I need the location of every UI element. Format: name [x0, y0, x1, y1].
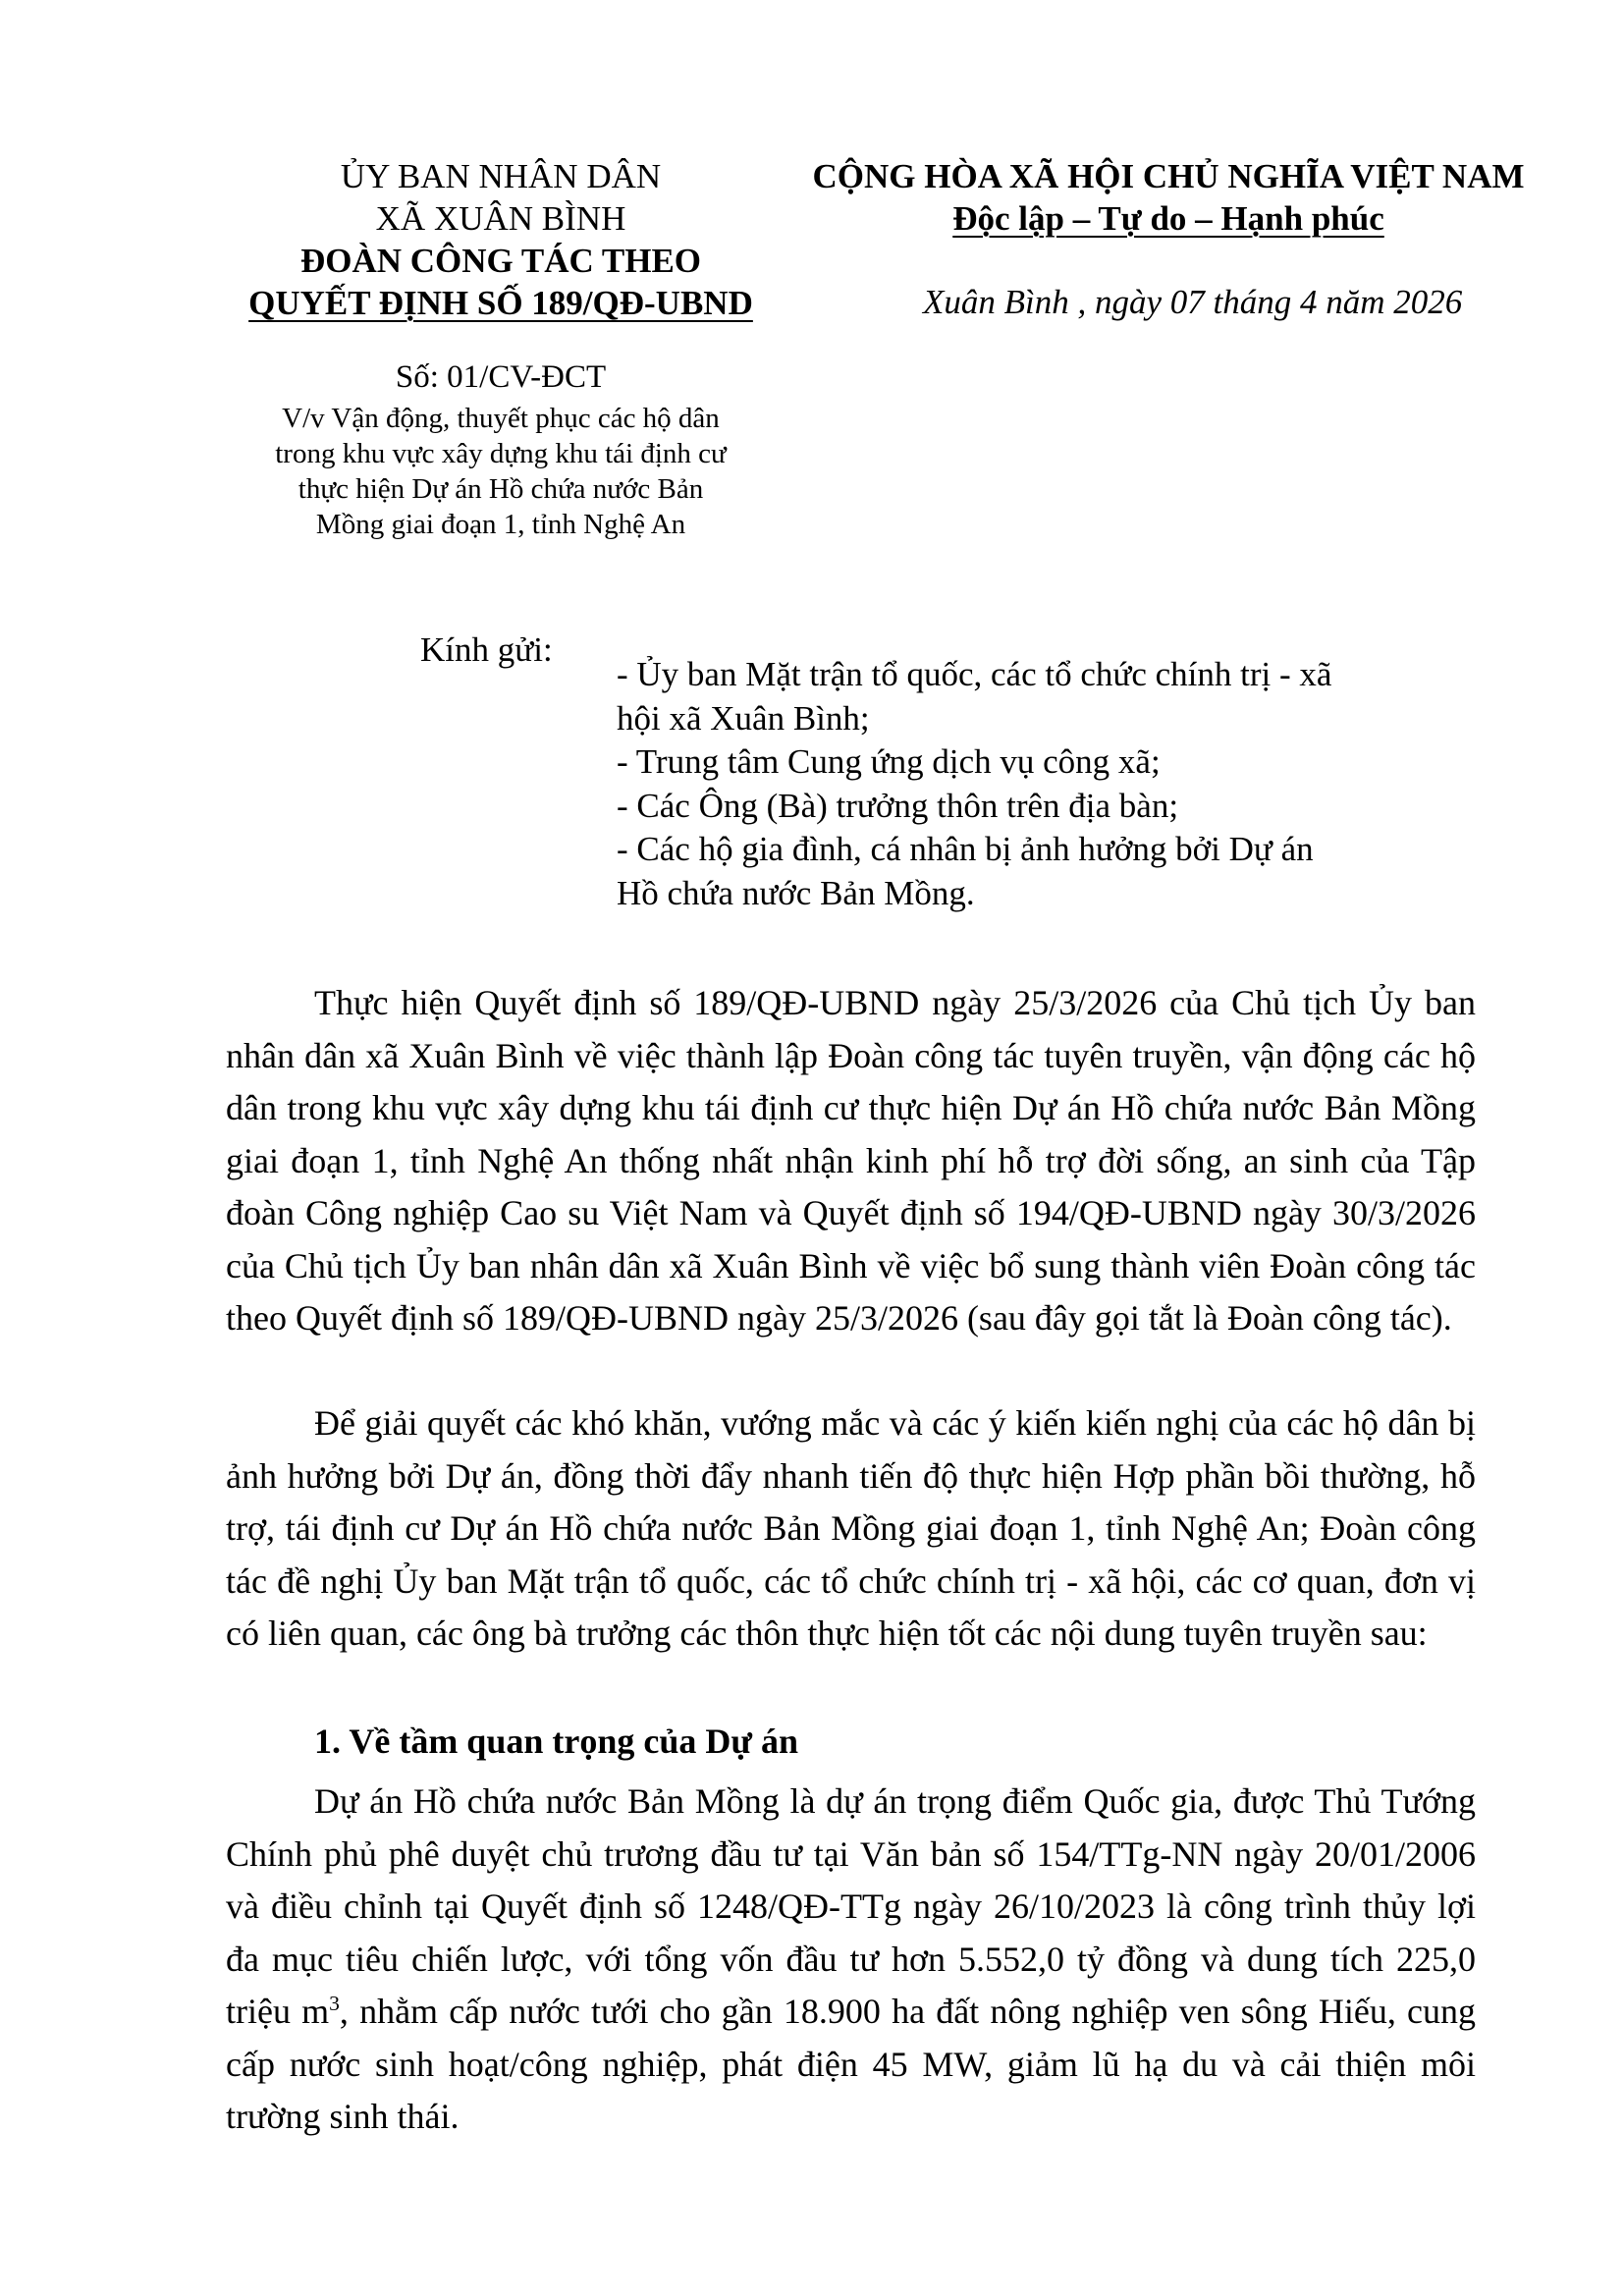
nation-title: CỘNG HÒA XÃ HỘI CHỦ NGHĨA VIỆT NAM [812, 157, 1525, 195]
subject-block [206, 401, 795, 542]
national-motto-text: Độc lập – Tự do – Hạnh phúc [952, 199, 1384, 238]
national-motto [766, 197, 1571, 240]
cubic-superscript: 3 [329, 1992, 340, 2015]
recipient-item: - Trung tâm Cung ứng dịch vụ công xã; [617, 742, 1161, 781]
recipients-list [617, 653, 1500, 915]
place-and-date: Xuân Bình , ngày 07 tháng 4 năm 2026 [923, 283, 1463, 321]
document-number: Số: 01/CV-ĐCT [395, 359, 607, 395]
national-header-block [766, 155, 1571, 240]
section-heading-1: 1. Về tầm quan trọng của Dự án [314, 1722, 798, 1761]
issuing-agency-block [206, 155, 795, 324]
recipient-item: - Các Ông (Bà) trưởng thôn trên địa bàn; [617, 786, 1179, 825]
subject-line: trong khu vực xây dựng khu tái định cư [275, 438, 727, 469]
agency-name-line2: XÃ XUÂN BÌNH [375, 199, 626, 238]
body-paragraph-2: Để giải quyết các khó khăn, vướng mắc và các ý kiến kiến nghị của các hộ dân bị ảnh hưởng bởi Dự án, đồng thời đẩy nhanh tiến độ thực hiện Hợp phần bồi thường, hỗ trợ, tái định cư Dự án Hồ chứa nước Bản Mồng giai đoạn 1, tỉnh Nghệ An; Đoàn công tác đề nghị Ủy ban Mặt trận tổ quốc, các tổ chức chính trị - xã hội, các cơ quan, đơn vị có liên quan, các ông bà trưởng các thôn thực hiện tốt các nội dung tuyên truyền sau: [226, 1403, 1476, 1653]
body-paragraph-3 [226, 1776, 1476, 2144]
paragraph-3-text-b: , nhằm cấp nước tưới cho gần 18.900 ha đất nông nghiệp ven sông Hiếu, cung cấp nước sinh hoạt/công nghiệp, phát điện 45 MW, giảm lũ hạ du và cải thiện môi trường sinh thái. [226, 1992, 1476, 2136]
subject-line: thực hiện Dự án Hồ chứa nước Bản [298, 473, 704, 505]
team-name-line1: ĐOÀN CÔNG TÁC THEO [299, 242, 702, 280]
recipient-item: hội xã Xuân Bình; [617, 698, 870, 738]
recipients-label: Kính gửi: [420, 630, 553, 669]
subject-line: V/v Vận động, thuyết phục các hộ dân [282, 403, 720, 434]
recipient-item: - Ủy ban Mặt trận tổ quốc, các tổ chức chính trị - xã [617, 655, 1332, 693]
recipient-item: - Các hộ gia đình, cá nhân bị ảnh hưởng bởi Dự án [617, 830, 1314, 868]
body-paragraph-1: Thực hiện Quyết định số 189/QĐ-UBND ngày 25/3/2026 của Chủ tịch Ủy ban nhân dân xã Xuân Bình về việc thành lập Đoàn công tác tuyên truyền, vận động các hộ dân trong khu vực xây dựng khu tái định cư thực hiện Dự án Hồ chứa nước Bản Mồng giai đoạn 1, tỉnh Nghệ An thống nhất nhận kinh phí hỗ trợ đời sống, an sinh của Tập đoàn Công nghiệp Cao su Việt Nam và Quyết định số 194/QĐ-UBND ngày 30/3/2026 của Chủ tịch Ủy ban nhân dân xã Xuân Bình về việc bổ sung thành viên Đoàn công tác theo Quyết định số 189/QĐ-UBND ngày 25/3/2026 (sau đây gọi tắt là Đoàn công tác). [226, 983, 1476, 1338]
agency-name-line1: ỦY BAN NHÂN DÂN [340, 157, 662, 195]
team-name-line2: QUYẾT ĐỊNH SỐ 189/QĐ-UBND [248, 284, 753, 322]
subject-line: Mồng giai đoạn 1, tỉnh Nghệ An [315, 509, 686, 540]
recipient-item: Hồ chứa nước Bản Mồng. [617, 873, 975, 912]
paragraph-3-text-a: Dự án Hồ chứa nước Bản Mồng là dự án trọng điểm Quốc gia, được Thủ Tướng Chính phủ phê duyệt chủ trương đầu tư tại Văn bản số 154/TTg-NN ngày 20/01/2006 và điều chỉnh tại Quyết định số 1248/QĐ-TTg ngày 26/10/2023 là công trình thủy lợi đa mục tiêu chiến lược, với tổng vốn đầu tư hơn 5.552,0 tỷ đồng và dung tích 225,0 triệu m [226, 1781, 1476, 2031]
